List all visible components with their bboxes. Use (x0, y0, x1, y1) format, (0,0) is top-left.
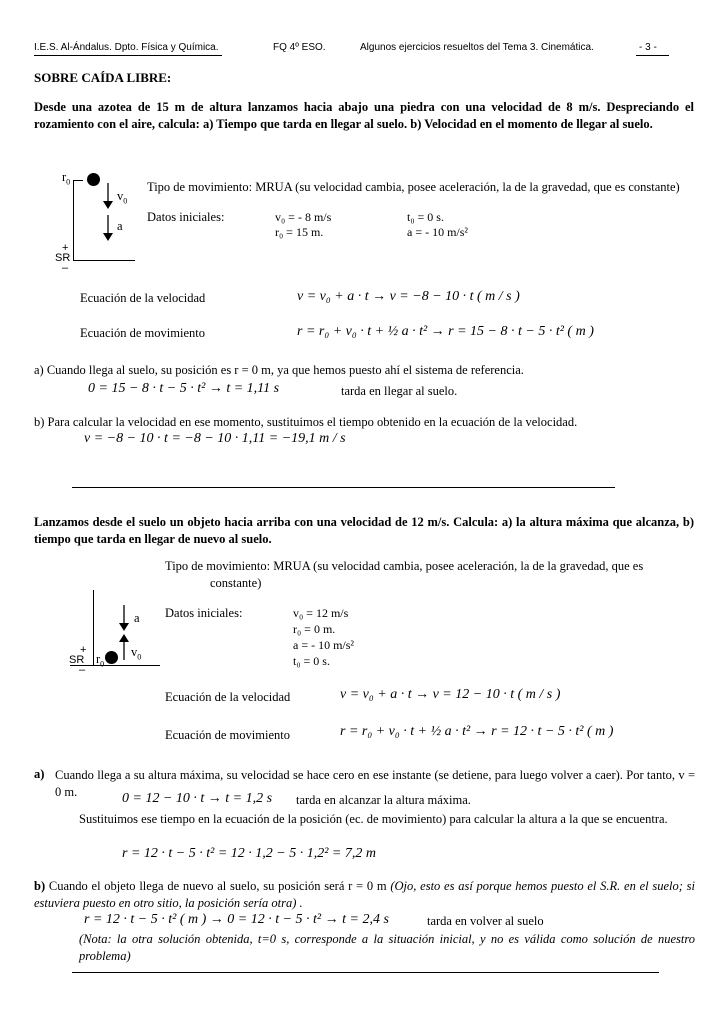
p2-minus: – (79, 664, 86, 676)
p1-part-a-eq: 0 = 15 − 8 · t − 5 · t² → t = 1,11 s (88, 381, 280, 396)
p2-part-a-text: Cuando llega a su altura máxima, su velocidad se hace cero en ese instante (se detiene, para luego volver a caer). Por tanto, v = 0 m. (55, 768, 695, 799)
p2-t0-value: t₀ = 0 s. (293, 654, 330, 668)
p1-ground (73, 260, 135, 261)
p1-t0-value: t₀ = 0 s. (407, 210, 444, 224)
p2-note: (Nota: la otra solución obtenida, t=0 s, corresponde a la situación inicial, y no es válida como solución de nuestro problema) (79, 932, 695, 963)
p2-r0-value: r₀ = 0 m. (293, 622, 336, 636)
p1-r0-tick (73, 180, 83, 181)
p1-part-a-text: a) Cuando llega al suelo, su posición es r = 0 m, ya que hemos puesto ahí el sistema de referencia. (34, 363, 524, 377)
p2-part-a-label: a) (34, 767, 45, 781)
p2-part-b-block (34, 878, 695, 912)
p2-r0-label: $r_0$ (96, 652, 105, 669)
header-topic: Algunos ejercicios resueltos del Tema 3. Cinemática. (360, 42, 594, 53)
problem2-statement: Lanzamos desde el suelo un objeto hacia arriba con una velocidad de 12 m/s. Calcula: a) la altura máxima que alcanza, b) tiempo que tarda en llegar de nuevo al suelo. (34, 515, 694, 546)
p2-axis (93, 590, 94, 665)
p2-part-b-text: Cuando el objeto llega de nuevo al suelo, su posición será r = 0 m (48, 879, 387, 893)
p2-vel-eq-label: Ecuación de la velocidad (165, 690, 291, 704)
p2-part-b-tail: tarda en volver al suelo (427, 914, 544, 928)
p2-part-b-eq: r = 12 · t − 5 · t² ( m ) → 0 = 12 · t − 5 · t² → t = 2,4 s (84, 912, 389, 927)
p1-v0-value: v₀ = - 8 m/s (275, 210, 332, 224)
p2-a-label: a (134, 611, 140, 625)
p2-part-a-eq: 0 = 12 − 10 · t → t = 1,2 s (122, 791, 273, 806)
header-course: FQ 4º ESO. (273, 42, 326, 53)
p1-mov-eq-label: Ecuación de movimiento (80, 326, 205, 340)
p1-a-arrow (103, 215, 113, 241)
problem1-statement: Desde una azotea de 15 m de altura lanzamos hacia abajo una piedra con una velocidad de 8 m/s. Despreciando el rozamiento con el aire, calcula: a) Tiempo que tarda en llegar al suelo. b) Velocidad en el momento de llegar al suelo. (34, 100, 694, 131)
p1-minus: – (62, 262, 69, 274)
header-school: I.E.S. Al-Ándalus. Dpto. Física y Química. (34, 42, 219, 53)
p1-r0-value: r₀ = 15 m. (275, 225, 324, 239)
p1-mov-eq: r = r₀ + v₀ · t + ½ a · t² → r = 15 − 8 · t − 5 · t² ( m ) (297, 324, 594, 339)
p2-part-b-label: b) (34, 879, 46, 893)
header-underline-1 (34, 55, 222, 56)
p2-plus: + (80, 644, 87, 656)
p1-movement-type: Tipo de movimiento: MRUA (su velocidad cambia, posee aceleración, la de la gravedad, que es constante) (147, 180, 680, 194)
separator-line-1 (72, 487, 615, 488)
p1-initial-label: Datos iniciales: (147, 210, 225, 224)
p1-v0-label: $v_0$ (117, 189, 128, 206)
p2-initial-label: Datos iniciales: (165, 606, 243, 620)
p1-r0-label: $r_0$ (62, 170, 71, 187)
p2-mov-eq: r = r₀ + v₀ · t + ½ a · t² → r = 12 · t − 5 · t² ( m ) (340, 724, 614, 739)
p2-v0-value: v₀ = 12 m/s (293, 606, 349, 620)
p2-a-arrow (119, 605, 129, 631)
p2-v0-label: $v_0$ (131, 645, 142, 662)
p2-part-a-text2: Sustituimos ese tiempo en la ecuación de la posición (ec. de movimiento) para calcular la altura a la que se encuentra. (79, 812, 668, 826)
p1-v0-arrow (103, 183, 113, 209)
p1-a-value: a = - 10 m/s² (407, 225, 469, 239)
p2-v0-arrow (119, 634, 129, 660)
p2-vel-eq: v = v₀ + a · t → v = 12 − 10 · t ( m / s ) (340, 687, 561, 702)
p1-plus: + (62, 242, 69, 254)
p1-part-b-text: b) Para calcular la velocidad en ese momento, sustituimos el tiempo obtenido en la ecuación de la velocidad. (34, 415, 578, 429)
p2-part-a-tail: tarda en alcanzar la altura máxima. (296, 793, 471, 807)
header-page: - 3 - (639, 42, 657, 53)
p1-part-a-tail: tarda en llegar al suelo. (341, 384, 458, 398)
p1-part-b-eq: v = −8 − 10 · t = −8 − 10 · 1,11 = −19,1 m / s (84, 431, 346, 446)
p1-sr: SR (55, 252, 71, 264)
p1-vel-eq: v = v₀ + a · t → v = −8 − 10 · t ( m / s ) (297, 289, 520, 304)
p2-part-a-eq2: r = 12 · t − 5 · t² = 12 · 1,2 − 5 · 1,2² = 7,2 m (122, 846, 376, 861)
p1-axis (73, 180, 74, 260)
p1-vel-eq-label: Ecuación de la velocidad (80, 291, 206, 305)
p2-mov-eq-label: Ecuación de movimiento (165, 728, 290, 742)
p1-a-label: a (117, 219, 123, 233)
p2-sr: SR (69, 654, 85, 666)
header-underline-2 (636, 55, 669, 56)
p2-movement-type-1: Tipo de movimiento: MRUA (su velocidad cambia, posee aceleración, la de la gravedad, que es (165, 559, 644, 573)
separator-line-2 (72, 972, 659, 973)
p2-object (105, 651, 118, 664)
section-title: SOBRE CAÍDA LIBRE: (34, 70, 172, 85)
p2-movement-type-2: constante) (210, 576, 262, 590)
p2-part-b-italic: (Ojo, esto es así porque hemos puesto el S.R. en el suelo; si estuviera puesto en otro sitio, la posición sería otra) . (34, 879, 696, 910)
p2-a-value: a = - 10 m/s² (293, 638, 355, 652)
p1-stone (87, 173, 100, 186)
